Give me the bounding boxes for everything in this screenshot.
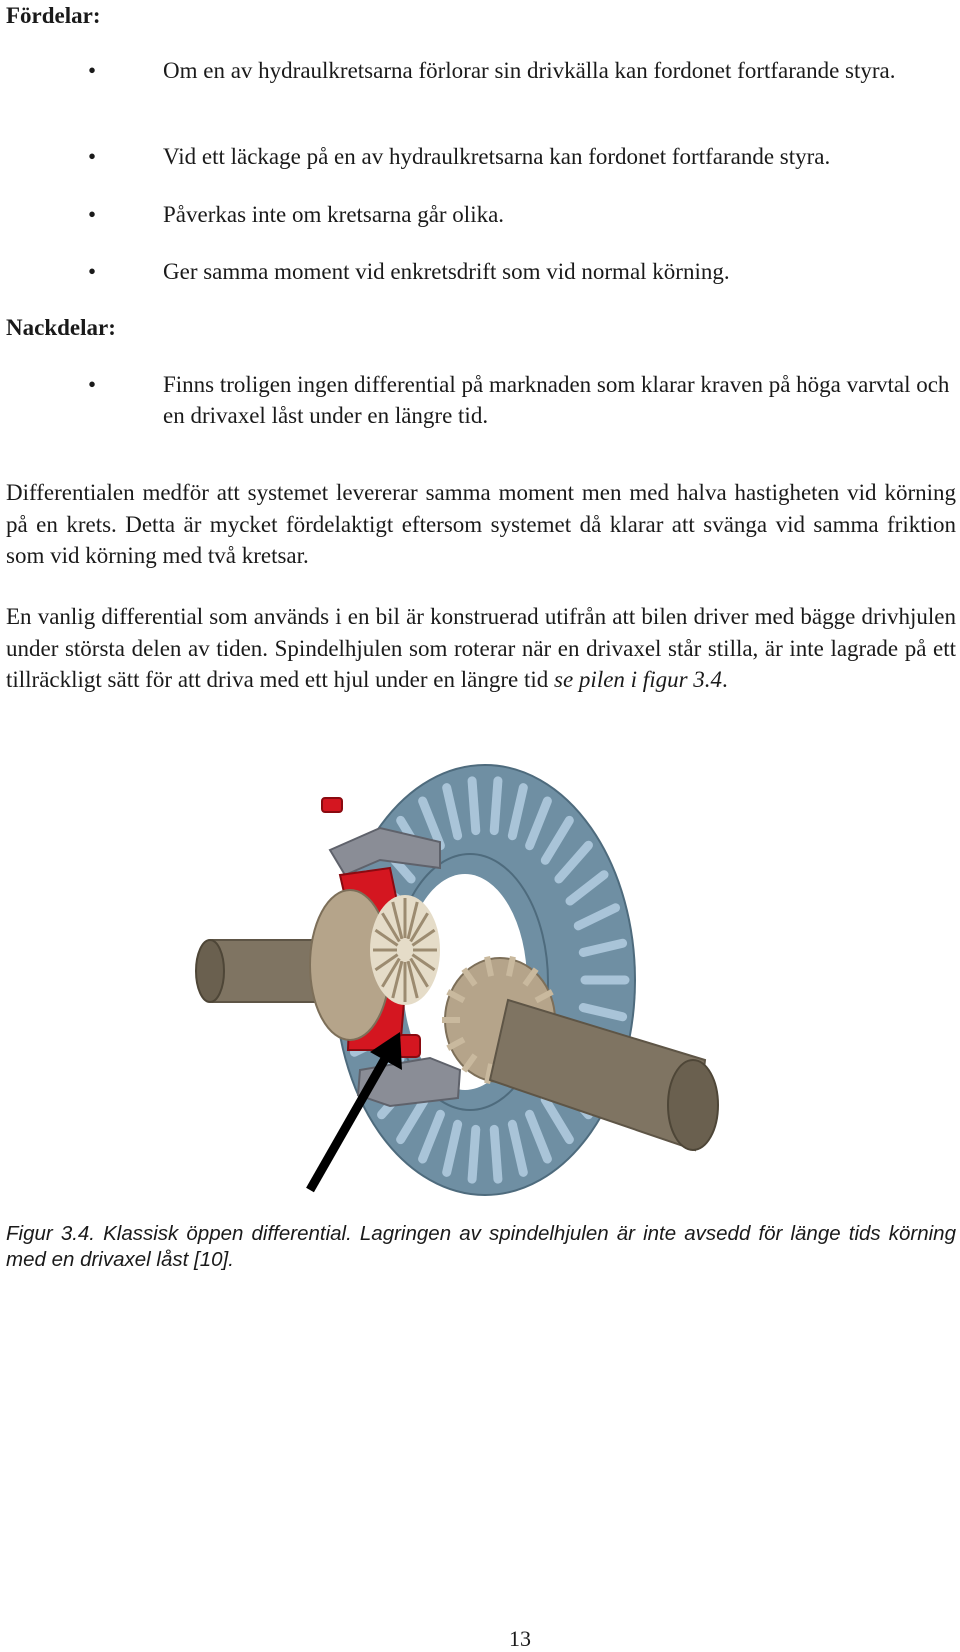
ring-tooth (472, 781, 476, 831)
paragraph-end: . (722, 667, 728, 692)
advantage-text: Ger samma moment vid enkretsdrift som vid normal körning. (163, 259, 730, 284)
advantage-text: Vid ett läckage på en av hydraulkretsarna kan fordonet fortfarande styra. (163, 144, 831, 169)
bullet-icon: • (88, 372, 97, 397)
bullet-icon: • (88, 202, 97, 227)
paragraph-text: En vanlig differential som används i en bil är konstruerad utifrån att bilen driver med bägge drivhjulen under största delen av tiden. Spindelhjulen som roterar när en drivaxel står stilla, är inte lagrade på ett tillräckligt sätt för att driva med ett hjul under en längre tid (6, 604, 956, 692)
ring-tooth (494, 781, 498, 831)
figure-reference: se pilen i figur 3.4 (554, 667, 723, 692)
ring-tooth (494, 1129, 498, 1179)
advantages-heading: Fördelar: (6, 3, 101, 28)
bullet-icon: • (88, 144, 97, 169)
paragraph-differential: Differentialen medför att systemet levererar samma moment men med halva hastigheten vid körning på en krets. Detta är mycket fördelaktigt eftersom systemet då klarar att svänga vid samma friktion som vid körning med två kretsar. (6, 480, 956, 568)
disadvantages-heading: Nackdelar: (6, 315, 116, 340)
ring-tooth (472, 1129, 476, 1179)
differential-figure (190, 750, 760, 1210)
paragraph-car-differential (6, 601, 956, 696)
page-number: 13 (509, 1626, 531, 1651)
figure-caption: Figur 3.4. Klassisk öppen differential. Lagringen av spindelhjulen är inte avsedd för länge tids körning med en drivaxel låst [10]. (6, 1222, 956, 1271)
pinion-tooth (509, 957, 513, 976)
advantage-text: Påverkas inte om kretsarna går olika. (163, 202, 505, 227)
disadvantage-text: Finns troligen ingen differential på marknaden som klarar kraven på höga varvtal och en drivaxel låst under en längre tid. (163, 372, 950, 428)
pinion-tooth (487, 957, 491, 976)
bullet-icon: • (88, 259, 97, 284)
advantage-text: Om en av hydraulkretsarna förlorar sin drivkälla kan fordonet fortfarande styra. (163, 58, 896, 83)
bullet-icon: • (88, 58, 97, 83)
